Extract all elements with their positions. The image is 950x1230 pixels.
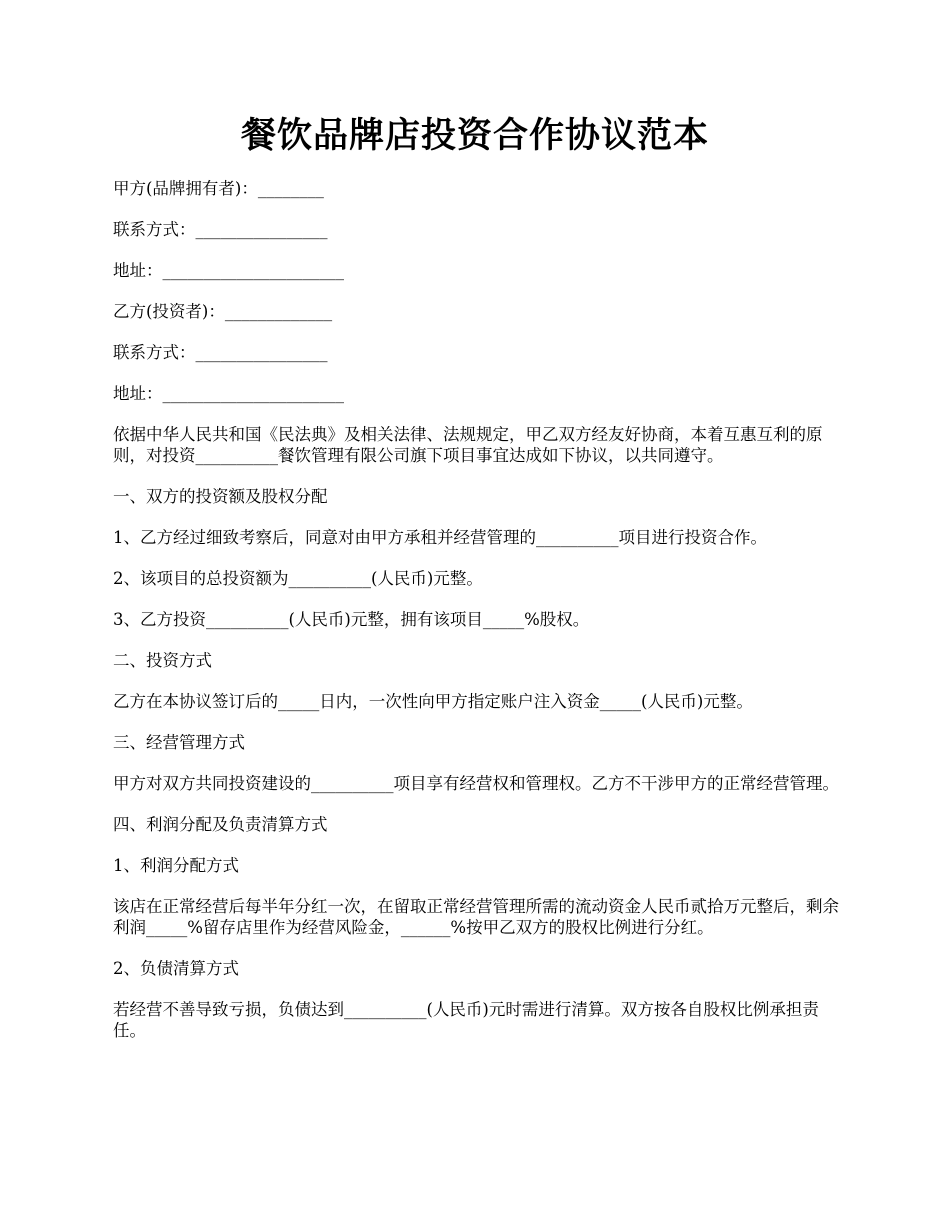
clause-4-1: 该店在正常经营后每半年分红一次，在留取正常经营管理所需的流动资金人民币贰拾万元整后，剩余利润_____%留存店里作为经营风险金，______%按甲乙双方的股权比例进行分红。 xyxy=(113,897,839,937)
preamble-paragraph: 依据中华人民共和国《民法典》及相关法律、法规规定，甲乙双方经友好协商，本着互惠互利的原则，对投资__________餐饮管理有限公司旗下项目事宜达成如下协议，以共同遵守。 xyxy=(113,425,823,465)
clause-1-2: 2、该项目的总投资额为__________(人民币)元整。 xyxy=(113,569,483,588)
party-b-line: 乙方(投资者)：_____________ xyxy=(113,302,333,321)
section-heading-1: 一、双方的投资额及股权分配 xyxy=(113,487,328,506)
party-b-address: 地址：______________________ xyxy=(113,384,344,403)
clause-3: 甲方对双方共同投资建设的__________项目享有经营权和管理权。乙方不干涉甲方的正常经营管理。 xyxy=(113,774,839,793)
subheading-4-1: 1、利润分配方式 xyxy=(113,856,239,875)
party-a-line: 甲方(品牌拥有者)：________ xyxy=(113,179,324,198)
clause-4-2: 若经营不善导致亏损，负债达到__________(人民币)元时需进行清算。双方按各自股权比例承担责任。 xyxy=(113,1000,819,1040)
clause-1-1: 1、乙方经过细致考察后，同意对由甲方承租并经营管理的__________项目进行投资合作。 xyxy=(113,528,767,547)
clause-2: 乙方在本协议签订后的_____日内，一次性向甲方指定账户注入资金_____(人民币)元整。 xyxy=(113,692,753,711)
clause-1-3: 3、乙方投资__________(人民币)元整，拥有该项目_____%股权。 xyxy=(113,610,590,629)
party-a-contact: 联系方式：________________ xyxy=(113,220,328,239)
section-heading-4: 四、利润分配及负责清算方式 xyxy=(113,815,328,834)
document-title: 餐饮品牌店投资合作协议范本 xyxy=(240,115,709,156)
party-a-address: 地址：______________________ xyxy=(113,261,344,280)
document-body xyxy=(113,178,843,1061)
section-heading-3: 三、经营管理方式 xyxy=(113,733,245,752)
section-heading-2: 二、投资方式 xyxy=(113,651,212,670)
subheading-4-2: 2、负债清算方式 xyxy=(113,959,239,978)
party-b-contact: 联系方式：________________ xyxy=(113,343,328,362)
